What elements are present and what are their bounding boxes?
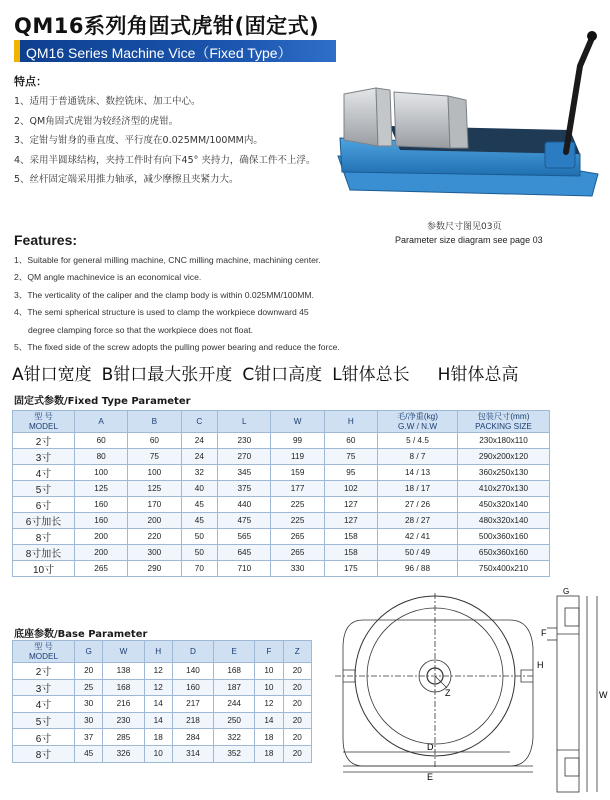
feature-cn-item: 5、丝杆固定端采用推力轴承，减少摩擦且夹紧力大。 bbox=[14, 174, 239, 185]
col-w: W bbox=[103, 641, 144, 663]
value-cell: 200 bbox=[75, 529, 128, 545]
value-cell: 42 / 41 bbox=[378, 529, 458, 545]
value-cell: 20 bbox=[75, 663, 103, 680]
page-title-en: QM16 Series Machine Vice（Fixed Type） bbox=[26, 45, 292, 61]
value-cell: 28 / 27 bbox=[378, 513, 458, 529]
value-cell: 410x270x130 bbox=[458, 481, 550, 497]
value-cell: 60 bbox=[75, 433, 128, 449]
col-model bbox=[13, 411, 75, 433]
value-cell: 127 bbox=[324, 497, 377, 513]
value-cell: 160 bbox=[75, 497, 128, 513]
features-cn-heading: 特点： bbox=[14, 75, 47, 88]
pack-header-cn: 包装尺寸(mm) bbox=[477, 411, 530, 421]
value-cell: 480x320x140 bbox=[458, 513, 550, 529]
feature-en-item: degree clamping force so that the workpiece does not float. bbox=[28, 324, 254, 335]
table-row bbox=[13, 712, 312, 729]
value-cell: 60 bbox=[128, 433, 181, 449]
value-cell: 138 bbox=[103, 663, 144, 680]
model-cell: 3寸 bbox=[13, 679, 75, 696]
col-b: B bbox=[128, 411, 181, 433]
col-c: C bbox=[181, 411, 218, 433]
value-cell: 360x250x130 bbox=[458, 465, 550, 481]
table-header-row bbox=[13, 641, 312, 663]
fixed-parameter-table bbox=[12, 410, 550, 577]
model-cell: 6寸 bbox=[13, 729, 75, 746]
model-header-cn: 型 号 bbox=[34, 641, 53, 651]
value-cell: 175 bbox=[324, 561, 377, 577]
value-cell: 314 bbox=[172, 745, 213, 762]
pack-header-en: PACKING SIZE bbox=[475, 421, 532, 431]
model-header-cn: 型 号 bbox=[34, 411, 53, 421]
value-cell: 20 bbox=[283, 663, 311, 680]
table-row bbox=[13, 545, 550, 561]
model-cell: 2寸 bbox=[13, 433, 75, 449]
value-cell: 565 bbox=[218, 529, 271, 545]
legend-l: L钳体总长 bbox=[332, 365, 410, 385]
model-header-en: MODEL bbox=[28, 651, 59, 661]
value-cell: 45 bbox=[181, 497, 218, 513]
value-cell: 12 bbox=[144, 679, 172, 696]
model-cell: 6寸 bbox=[13, 497, 75, 513]
col-h: H bbox=[144, 641, 172, 663]
value-cell: 330 bbox=[271, 561, 324, 577]
value-cell: 20 bbox=[283, 745, 311, 762]
table-row bbox=[13, 465, 550, 481]
table-row bbox=[13, 433, 550, 449]
value-cell: 127 bbox=[324, 513, 377, 529]
value-cell: 50 bbox=[181, 529, 218, 545]
model-cell: 8寸加长 bbox=[13, 545, 75, 561]
value-cell: 284 bbox=[172, 729, 213, 746]
base-parameter-table bbox=[12, 640, 312, 763]
label-d: D bbox=[427, 742, 434, 752]
value-cell: 750x400x210 bbox=[458, 561, 550, 577]
model-cell: 5寸 bbox=[13, 712, 75, 729]
value-cell: 95 bbox=[324, 465, 377, 481]
value-cell: 24 bbox=[181, 449, 218, 465]
value-cell: 265 bbox=[75, 561, 128, 577]
table-row bbox=[13, 745, 312, 762]
value-cell: 225 bbox=[271, 497, 324, 513]
value-cell: 60 bbox=[324, 433, 377, 449]
col-a: A bbox=[75, 411, 128, 433]
model-cell: 6寸加长 bbox=[13, 513, 75, 529]
value-cell: 100 bbox=[128, 465, 181, 481]
value-cell: 322 bbox=[214, 729, 255, 746]
feature-cn-item: 4、采用半圆球结构，夹持工件时有向下45° 夹持力，确保工件不上浮。 bbox=[14, 154, 316, 166]
col-g: G bbox=[75, 641, 103, 663]
value-cell: 220 bbox=[128, 529, 181, 545]
value-cell: 645 bbox=[218, 545, 271, 561]
table-row bbox=[13, 529, 550, 545]
value-cell: 18 bbox=[255, 745, 283, 762]
value-cell: 20 bbox=[283, 712, 311, 729]
value-cell: 30 bbox=[75, 712, 103, 729]
table-row bbox=[13, 513, 550, 529]
value-cell: 18 / 17 bbox=[378, 481, 458, 497]
title-banner bbox=[14, 40, 336, 62]
value-cell: 650x360x160 bbox=[458, 545, 550, 561]
value-cell: 25 bbox=[75, 679, 103, 696]
table-row bbox=[13, 729, 312, 746]
value-cell: 20 bbox=[283, 679, 311, 696]
value-cell: 75 bbox=[128, 449, 181, 465]
model-cell: 4寸 bbox=[13, 465, 75, 481]
legend-c: C钳口高度 bbox=[242, 365, 323, 385]
value-cell: 18 bbox=[255, 729, 283, 746]
value-cell: 177 bbox=[271, 481, 324, 497]
feature-cn-item: 1、适用于普通铣床、数控铣床、加工中心。 bbox=[14, 96, 201, 107]
value-cell: 168 bbox=[214, 663, 255, 680]
value-cell: 352 bbox=[214, 745, 255, 762]
table-row bbox=[13, 561, 550, 577]
value-cell: 20 bbox=[283, 729, 311, 746]
banner-accent bbox=[14, 40, 20, 62]
col-f: F bbox=[255, 641, 283, 663]
value-cell: 102 bbox=[324, 481, 377, 497]
label-z: Z bbox=[445, 688, 451, 698]
value-cell: 37 bbox=[75, 729, 103, 746]
table-header-row bbox=[13, 411, 550, 433]
value-cell: 285 bbox=[103, 729, 144, 746]
col-l: L bbox=[218, 411, 271, 433]
value-cell: 326 bbox=[103, 745, 144, 762]
value-cell: 20 bbox=[283, 696, 311, 713]
col-d: D bbox=[172, 641, 213, 663]
col-z: Z bbox=[283, 641, 311, 663]
value-cell: 140 bbox=[172, 663, 213, 680]
value-cell: 27 / 26 bbox=[378, 497, 458, 513]
table-row bbox=[13, 497, 550, 513]
features-en-heading: Features: bbox=[14, 232, 78, 248]
feature-en-item: 4、The semi spherical structure is used to clamp the workpiece downward 45 bbox=[14, 307, 309, 318]
model-cell: 10寸 bbox=[13, 561, 75, 577]
value-cell: 440 bbox=[218, 497, 271, 513]
value-cell: 230 bbox=[103, 712, 144, 729]
value-cell: 14 bbox=[144, 712, 172, 729]
value-cell: 8 / 7 bbox=[378, 449, 458, 465]
feature-cn-item: 3、定钳与钳身的垂直度、平行度在0.025MM/100MM内。 bbox=[14, 135, 263, 146]
model-cell: 3寸 bbox=[13, 449, 75, 465]
fixed-table-title: 固定式参数/Fixed Type Parameter bbox=[14, 396, 191, 407]
value-cell: 270 bbox=[218, 449, 271, 465]
value-cell: 70 bbox=[181, 561, 218, 577]
value-cell: 12 bbox=[144, 663, 172, 680]
value-cell: 230x180x110 bbox=[458, 433, 550, 449]
value-cell: 217 bbox=[172, 696, 213, 713]
value-cell: 500x360x160 bbox=[458, 529, 550, 545]
value-cell: 75 bbox=[324, 449, 377, 465]
value-cell: 218 bbox=[172, 712, 213, 729]
value-cell: 200 bbox=[75, 545, 128, 561]
value-cell: 475 bbox=[218, 513, 271, 529]
features-cn-list bbox=[14, 92, 344, 190]
value-cell: 125 bbox=[75, 481, 128, 497]
feature-en-item: 3、The verticality of the caliper and the clamp body is within 0.025MM/100MM. bbox=[14, 289, 314, 300]
value-cell: 96 / 88 bbox=[378, 561, 458, 577]
value-cell: 168 bbox=[103, 679, 144, 696]
vice-product-image bbox=[330, 26, 602, 206]
value-cell: 300 bbox=[128, 545, 181, 561]
table-row bbox=[13, 696, 312, 713]
value-cell: 244 bbox=[214, 696, 255, 713]
legend-a: A钳口宽度 bbox=[12, 365, 92, 385]
value-cell: 159 bbox=[271, 465, 324, 481]
parameter-note-en: Parameter size diagram see page 03 bbox=[395, 235, 543, 245]
value-cell: 265 bbox=[271, 529, 324, 545]
legend-h: H钳体总高 bbox=[437, 365, 519, 385]
value-cell: 225 bbox=[271, 513, 324, 529]
base-table-title: 底座参数/Base Parameter bbox=[14, 629, 148, 640]
value-cell: 160 bbox=[75, 513, 128, 529]
feature-en-item: 1、Suitable for general milling machine, CNC milling machine, machining center. bbox=[14, 255, 321, 265]
value-cell: 10 bbox=[255, 679, 283, 696]
base-technical-drawing bbox=[335, 588, 610, 800]
col-e: E bbox=[214, 641, 255, 663]
model-header-en: MODEL bbox=[28, 421, 59, 431]
value-cell: 30 bbox=[75, 696, 103, 713]
value-cell: 14 bbox=[144, 696, 172, 713]
value-cell: 200 bbox=[128, 513, 181, 529]
value-cell: 160 bbox=[172, 679, 213, 696]
features-en-list bbox=[14, 252, 574, 356]
label-e: E bbox=[427, 772, 434, 782]
value-cell: 119 bbox=[271, 449, 324, 465]
model-cell: 5寸 bbox=[13, 481, 75, 497]
value-cell: 18 bbox=[144, 729, 172, 746]
table-row bbox=[13, 663, 312, 680]
value-cell: 345 bbox=[218, 465, 271, 481]
label-f: F bbox=[541, 628, 547, 638]
value-cell: 45 bbox=[181, 513, 218, 529]
model-cell: 8寸 bbox=[13, 529, 75, 545]
value-cell: 450x320x140 bbox=[458, 497, 550, 513]
value-cell: 50 / 49 bbox=[378, 545, 458, 561]
page-title-cn: QM16系列角固式虎钳(固定式) bbox=[14, 14, 320, 38]
value-cell: 12 bbox=[255, 696, 283, 713]
value-cell: 100 bbox=[75, 465, 128, 481]
value-cell: 14 / 13 bbox=[378, 465, 458, 481]
value-cell: 80 bbox=[75, 449, 128, 465]
value-cell: 290 bbox=[128, 561, 181, 577]
value-cell: 265 bbox=[271, 545, 324, 561]
value-cell: 230 bbox=[218, 433, 271, 449]
value-cell: 99 bbox=[271, 433, 324, 449]
value-cell: 32 bbox=[181, 465, 218, 481]
model-cell: 8寸 bbox=[13, 745, 75, 762]
value-cell: 10 bbox=[144, 745, 172, 762]
label-g: G bbox=[563, 588, 570, 596]
value-cell: 158 bbox=[324, 529, 377, 545]
col-h: H bbox=[324, 411, 377, 433]
value-cell: 187 bbox=[214, 679, 255, 696]
col-w: W bbox=[271, 411, 324, 433]
value-cell: 24 bbox=[181, 433, 218, 449]
value-cell: 250 bbox=[214, 712, 255, 729]
label-w: W bbox=[599, 690, 608, 700]
table-row bbox=[13, 481, 550, 497]
weight-header-en: G.W / N.W bbox=[397, 421, 438, 431]
model-cell: 4寸 bbox=[13, 696, 75, 713]
feature-cn-item: 2、QM角固式虎钳为较经济型的虎钳。 bbox=[14, 115, 179, 127]
parameter-note-cn: 参数尺寸图见03页 bbox=[427, 222, 502, 232]
value-cell: 290x200x120 bbox=[458, 449, 550, 465]
value-cell: 10 bbox=[255, 663, 283, 680]
value-cell: 14 bbox=[255, 712, 283, 729]
legend-b: B钳口最大张开度 bbox=[101, 365, 233, 385]
model-cell: 2寸 bbox=[13, 663, 75, 680]
value-cell: 158 bbox=[324, 545, 377, 561]
value-cell: 50 bbox=[181, 545, 218, 561]
value-cell: 170 bbox=[128, 497, 181, 513]
col-weight bbox=[378, 411, 458, 433]
feature-en-item: 2、QM angle machinevice is an economical vice. bbox=[14, 272, 202, 283]
value-cell: 40 bbox=[181, 481, 218, 497]
parameter-note bbox=[395, 219, 605, 245]
label-h: H bbox=[537, 660, 544, 670]
table-row bbox=[13, 449, 550, 465]
feature-en-item: 5、The fixed side of the screw adopts the pulling power bearing and reduce the force. bbox=[14, 342, 340, 353]
value-cell: 45 bbox=[75, 745, 103, 762]
value-cell: 216 bbox=[103, 696, 144, 713]
col-packing bbox=[458, 411, 550, 433]
value-cell: 375 bbox=[218, 481, 271, 497]
table-row bbox=[13, 679, 312, 696]
value-cell: 5 / 4.5 bbox=[378, 433, 458, 449]
value-cell: 125 bbox=[128, 481, 181, 497]
dimension-legend bbox=[12, 360, 528, 385]
weight-header-cn: 毛/净重(kg) bbox=[397, 411, 438, 421]
value-cell: 710 bbox=[218, 561, 271, 577]
col-model bbox=[13, 641, 75, 663]
